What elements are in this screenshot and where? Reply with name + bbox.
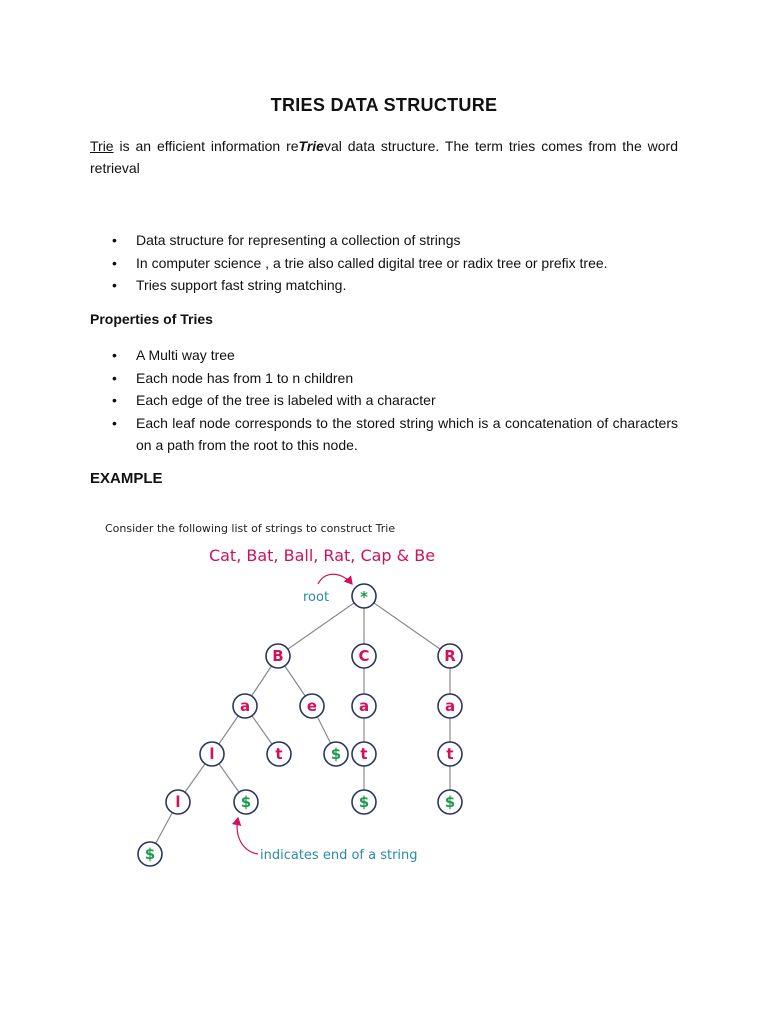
example-heading: EXAMPLE (90, 470, 163, 487)
intro-text-c: val data structure. The term tries comes from the word retrieval (90, 138, 678, 176)
trie-node-cat-end (352, 790, 376, 814)
trie-node-rat (438, 742, 462, 766)
svg-text:$: $ (144, 845, 156, 863)
intro-text-a: is an efficient information re (113, 138, 299, 154)
svg-text:t: t (275, 745, 283, 763)
svg-text:B: B (272, 647, 284, 665)
trie-node-c (352, 644, 376, 668)
figure-words: Cat, Bat, Ball, Rat, Cap & Be (208, 546, 436, 565)
list-item: • A Multi way tree (90, 344, 678, 367)
svg-text:$: $ (240, 793, 252, 811)
svg-text:e: e (306, 697, 318, 715)
trie-node-be-end (324, 742, 348, 766)
trie-node-bat (267, 742, 291, 766)
trie-node-bal-end (234, 790, 258, 814)
trie-node-rat-end (438, 790, 462, 814)
trie-node-ra (438, 694, 462, 718)
trie-node-ball (166, 790, 190, 814)
properties-heading: Properties of Tries (90, 311, 213, 327)
intro-trie-emphasis: Trie (298, 138, 324, 154)
svg-text:l: l (209, 745, 215, 763)
list-item: • Each edge of the tree is labeled with a character (90, 389, 678, 412)
svg-text:t: t (360, 745, 368, 763)
svg-text:$: $ (330, 745, 342, 763)
end-note-label: indicates end of a string (260, 848, 418, 863)
trie-node-r (438, 644, 462, 668)
trie-node-ball-end (138, 842, 162, 866)
trie-node-ca (352, 694, 376, 718)
trie-node-ba (233, 694, 257, 718)
figure-caption: Consider the following list of strings to construct Trie (105, 522, 396, 535)
end-note-arrow (237, 818, 258, 854)
list-item: • Each leaf node corresponds to the stored string which is a concatenation of characters on a path from the root to this node. (90, 412, 678, 457)
svg-text:a: a (358, 697, 370, 715)
list-item: • Tries support fast string matching. (90, 274, 678, 297)
edge (364, 596, 450, 656)
trie-node-root (352, 584, 376, 608)
list-item: • Each node has from 1 to n children (90, 367, 678, 390)
svg-text:C: C (358, 647, 370, 665)
trie-node-cat (352, 742, 376, 766)
trie-node-be (300, 694, 324, 718)
svg-text:*: * (360, 588, 368, 606)
edge (278, 596, 364, 656)
svg-text:a: a (239, 697, 251, 715)
trie-edges (150, 596, 450, 854)
svg-text:a: a (444, 697, 456, 715)
svg-text:l: l (175, 793, 181, 811)
intro-trie-word: Trie (90, 138, 114, 154)
svg-text:t: t (446, 745, 454, 763)
list-item: • Data structure for representing a collection of strings (90, 229, 678, 252)
root-label: root (303, 590, 330, 605)
trie-node-b (266, 644, 290, 668)
page-title: TRIES DATA STRUCTURE (270, 95, 498, 115)
svg-text:$: $ (444, 793, 456, 811)
svg-text:R: R (444, 647, 456, 665)
root-arrow (318, 574, 352, 584)
svg-text:$: $ (358, 793, 370, 811)
list-item: • In computer science , a trie also called digital tree or radix tree or prefix tree. (90, 252, 678, 275)
trie-node-bal (200, 742, 224, 766)
